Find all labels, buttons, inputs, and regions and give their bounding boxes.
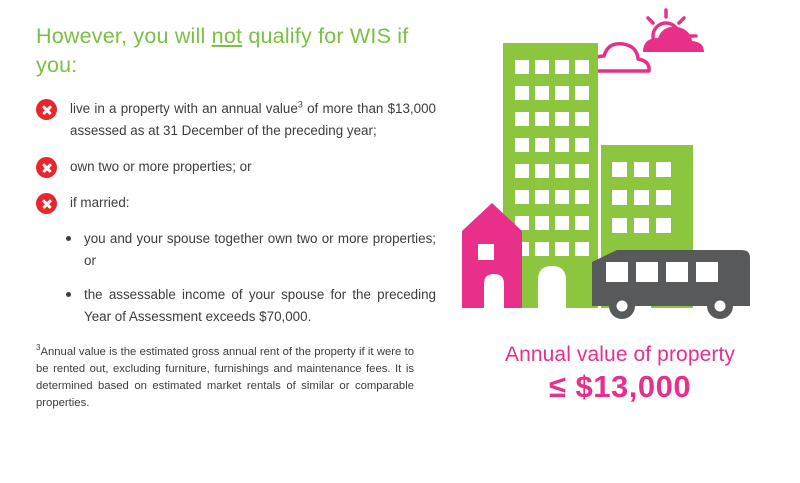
list-item [36, 192, 436, 214]
list-item-text: if married: [70, 195, 130, 210]
bullet-dot-icon [66, 236, 71, 241]
footnote [36, 344, 414, 412]
content-column [36, 22, 436, 412]
red-x-icon [36, 157, 57, 178]
sub-list [36, 228, 436, 328]
heading-part-before: However, you will [36, 24, 212, 48]
sub-list-item [36, 228, 436, 272]
bullet-dot-icon [66, 292, 71, 297]
list-item [36, 156, 436, 178]
bullet-1-text-before: live in a property with an annual value [70, 101, 298, 116]
sub-list-item-text: the assessable income of your spouse for the preceding Year of Assessment exceeds $70,000. [84, 287, 436, 324]
illustration [440, 0, 800, 483]
page-title [36, 22, 436, 80]
footnote-text: Annual value is the estimated gross annual rent of the property if it were to be rented out, excluding furniture, furnishings and maintenance fees. It is determined based on estimated market rentals of similar or comparable properties. [36, 346, 414, 409]
red-x-icon [36, 99, 57, 120]
sub-list-item-text: you and your spouse together own two or more properties; or [84, 231, 436, 268]
grey-bus-icon [592, 250, 750, 319]
heading-underlined-word: not [211, 24, 243, 48]
red-x-icon [36, 193, 57, 214]
city-illustration-svg [440, 0, 800, 345]
sub-list-item [36, 284, 436, 328]
list-item-text [70, 98, 436, 142]
footnote-reference: 3 [297, 99, 303, 110]
list-item-text: own two or more properties; or [70, 159, 252, 174]
caption-line-2: ≤ $13,000 [548, 369, 692, 404]
caption-line-1: Annual value of property [504, 343, 736, 366]
pink-cloud-icon [643, 27, 704, 52]
list-item [36, 98, 436, 142]
heading-part-after: qualify for WIS if you: [36, 24, 409, 77]
graphic-caption [440, 342, 800, 406]
bullet-1-text-after: of more than $13,000 assessed as at 31 December of the preceding year; [70, 101, 436, 138]
footnote-marker: 3 [36, 343, 41, 353]
